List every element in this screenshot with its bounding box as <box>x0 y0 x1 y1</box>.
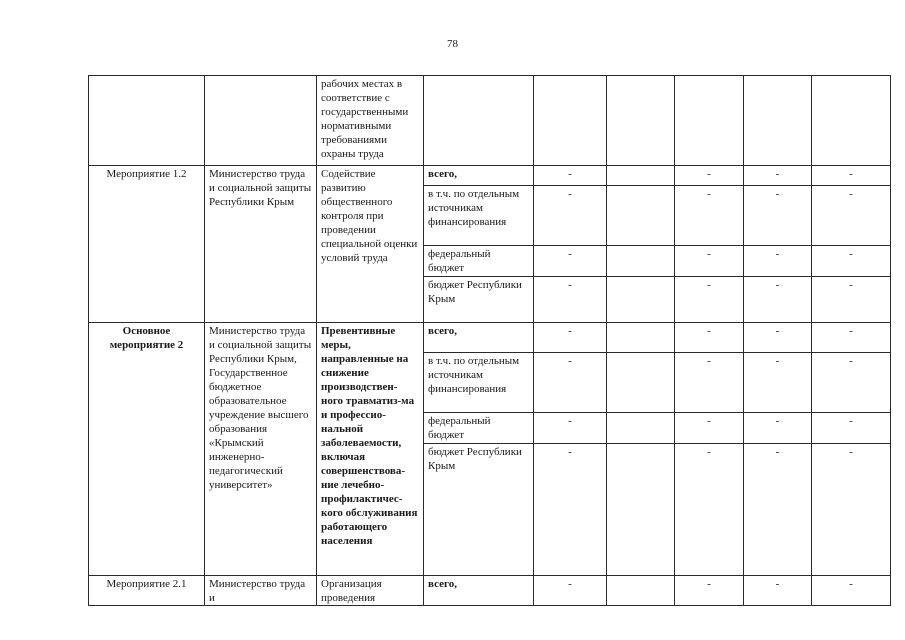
value-cell: - <box>744 277 812 323</box>
value-cell: - <box>675 186 744 246</box>
value-cell <box>607 186 675 246</box>
value-cell: - <box>534 166 607 186</box>
program-table <box>88 75 891 606</box>
source-cell: в т.ч. по отдельным источникам финансирования <box>424 186 534 246</box>
value-cell: - <box>812 277 891 323</box>
source-cell: бюджет Республики Крым <box>424 277 534 323</box>
executor-cell <box>205 576 317 606</box>
value-cell: - <box>675 576 744 606</box>
description-cell <box>317 576 424 606</box>
activity-name-cell: Основное мероприятие 2 <box>89 323 205 576</box>
activity-name-cell: Мероприятие 2.1 <box>89 576 205 606</box>
description-cell: Превентивные меры, направленные на снижение производствен-ного травматиз-ма и профессио-нальной заболеваемости, включая совершенствова-ние лечебно-профилактичес-кого обслуживания работающего населения <box>317 323 424 576</box>
value-cell: - <box>812 166 891 186</box>
source-cell: всего, <box>424 323 534 353</box>
value-cell <box>812 76 891 166</box>
value-cell: - <box>812 246 891 277</box>
value-cell: - <box>744 576 812 606</box>
value-cell <box>607 246 675 277</box>
source-cell: в т.ч. по отдельным источникам финансирования <box>424 353 534 413</box>
value-cell <box>534 76 607 166</box>
value-cell: - <box>534 413 607 444</box>
executor-cell <box>205 76 317 166</box>
value-cell: - <box>812 413 891 444</box>
activity-name-cell <box>89 76 205 166</box>
value-cell: - <box>534 277 607 323</box>
value-cell: - <box>675 444 744 576</box>
value-cell: - <box>812 353 891 413</box>
description-text: Организация проведения <box>321 578 382 604</box>
value-cell: - <box>744 413 812 444</box>
value-cell: - <box>534 576 607 606</box>
value-cell: - <box>744 246 812 277</box>
description-cell: рабочих местах в соответствие с государственными нормативными требованиями охраны труда <box>317 76 424 166</box>
value-cell <box>744 76 812 166</box>
table-row <box>89 323 891 353</box>
value-cell: - <box>812 576 891 606</box>
source-cell: федеральный бюджет <box>424 413 534 444</box>
description-cell: Содействие развитию общественного контроля при проведении специальной оценки условий труда <box>317 166 424 323</box>
value-cell: - <box>675 353 744 413</box>
value-cell: - <box>534 444 607 576</box>
value-cell: - <box>744 323 812 353</box>
value-cell <box>607 76 675 166</box>
value-cell: - <box>675 413 744 444</box>
source-cell: бюджет Республики Крым <box>424 444 534 576</box>
value-cell: - <box>744 444 812 576</box>
value-cell: - <box>534 186 607 246</box>
value-cell <box>675 76 744 166</box>
value-cell: - <box>812 444 891 576</box>
page-number: 78 <box>447 38 458 50</box>
table-row <box>89 576 891 606</box>
value-cell <box>607 444 675 576</box>
source-cell <box>424 76 534 166</box>
value-cell <box>607 166 675 186</box>
executor-cell: Министерство труда и социальной защиты Республики Крым, Государственное бюджетное образовательное учреждение высшего образования «Крымский инженерно-педагогический университет» <box>205 323 317 576</box>
value-cell <box>607 323 675 353</box>
value-cell: - <box>744 186 812 246</box>
value-cell: - <box>675 246 744 277</box>
executor-cell: Министерство труда и социальной защиты Республики Крым <box>205 166 317 323</box>
value-cell <box>607 576 675 606</box>
value-cell <box>607 413 675 444</box>
value-cell: - <box>675 166 744 186</box>
activity-name-cell: Мероприятие 1.2 <box>89 166 205 323</box>
executor-text: Министерство труда и <box>209 578 306 604</box>
value-cell <box>607 277 675 323</box>
source-cell: всего, <box>424 576 534 606</box>
source-cell: федеральный бюджет <box>424 246 534 277</box>
source-cell: всего, <box>424 166 534 186</box>
table-row <box>89 166 891 186</box>
value-cell: - <box>534 246 607 277</box>
value-cell: - <box>534 353 607 413</box>
value-cell: - <box>675 323 744 353</box>
value-cell: - <box>534 323 607 353</box>
value-cell: - <box>812 186 891 246</box>
value-cell <box>607 353 675 413</box>
table-row <box>89 76 891 166</box>
value-cell: - <box>744 166 812 186</box>
value-cell: - <box>675 277 744 323</box>
value-cell: - <box>812 323 891 353</box>
value-cell: - <box>744 353 812 413</box>
